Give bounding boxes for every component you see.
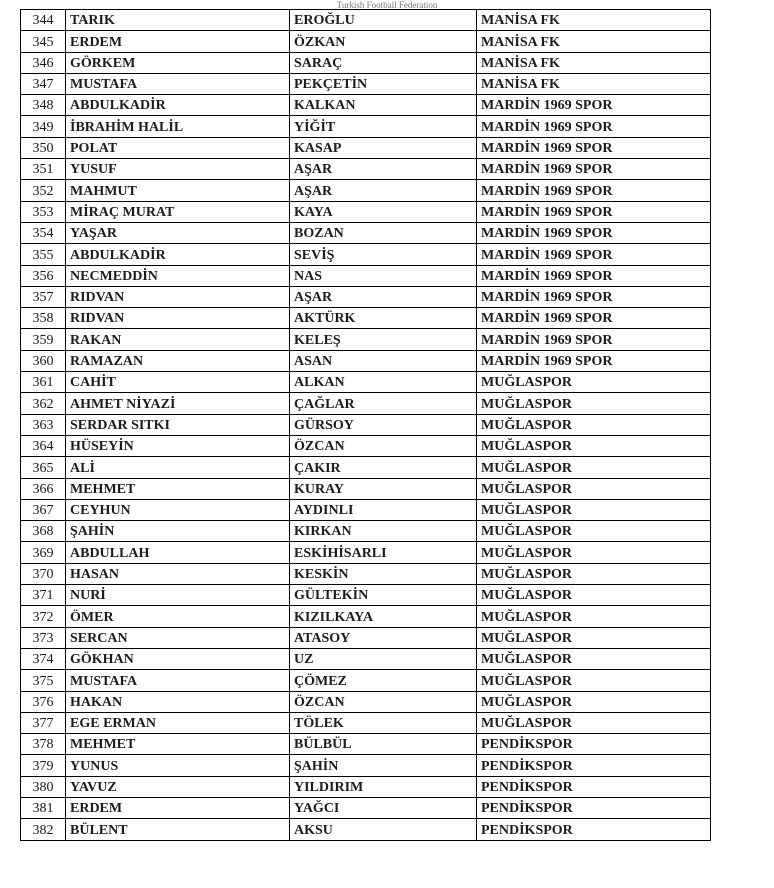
row-number-cell: 373 bbox=[21, 627, 66, 648]
club-cell: MUĞLASPOR bbox=[477, 499, 711, 520]
first-name-cell: ABDULKADİR bbox=[66, 244, 290, 265]
row-number-cell: 345 bbox=[21, 31, 66, 52]
table-row bbox=[21, 691, 711, 712]
first-name-cell: MİRAÇ MURAT bbox=[66, 201, 290, 222]
last-name-cell: KALKAN bbox=[290, 95, 477, 116]
club-cell: MUĞLASPOR bbox=[477, 670, 711, 691]
table-row bbox=[21, 648, 711, 669]
club-cell: MUĞLASPOR bbox=[477, 393, 711, 414]
last-name-cell: ÖZCAN bbox=[290, 691, 477, 712]
last-name-cell: ATASOY bbox=[290, 627, 477, 648]
club-cell: MARDİN 1969 SPOR bbox=[477, 308, 711, 329]
row-number-cell: 369 bbox=[21, 542, 66, 563]
last-name-cell: AŞAR bbox=[290, 180, 477, 201]
row-number-cell: 352 bbox=[21, 180, 66, 201]
row-number-cell: 374 bbox=[21, 648, 66, 669]
club-cell: MANİSA FK bbox=[477, 31, 711, 52]
last-name-cell: BÜLBÜL bbox=[290, 734, 477, 755]
last-name-cell: ÇAKIR bbox=[290, 457, 477, 478]
table-row bbox=[21, 244, 711, 265]
table-row bbox=[21, 95, 711, 116]
club-cell: MUĞLASPOR bbox=[477, 691, 711, 712]
last-name-cell: EROĞLU bbox=[290, 10, 477, 31]
table-row bbox=[21, 435, 711, 456]
first-name-cell: MUSTAFA bbox=[66, 73, 290, 94]
last-name-cell: ÖZKAN bbox=[290, 31, 477, 52]
club-cell: MUĞLASPOR bbox=[477, 606, 711, 627]
club-cell: MARDİN 1969 SPOR bbox=[477, 201, 711, 222]
first-name-cell: EGE ERMAN bbox=[66, 712, 290, 733]
last-name-cell: ÖZCAN bbox=[290, 435, 477, 456]
row-number-cell: 344 bbox=[21, 10, 66, 31]
first-name-cell: HASAN bbox=[66, 563, 290, 584]
table-row bbox=[21, 712, 711, 733]
row-number-cell: 359 bbox=[21, 329, 66, 350]
first-name-cell: SERCAN bbox=[66, 627, 290, 648]
table-row bbox=[21, 819, 711, 840]
last-name-cell: SEVİŞ bbox=[290, 244, 477, 265]
table-row bbox=[21, 10, 711, 31]
club-cell: MUĞLASPOR bbox=[477, 627, 711, 648]
last-name-cell: AŞAR bbox=[290, 159, 477, 180]
row-number-cell: 353 bbox=[21, 201, 66, 222]
row-number-cell: 375 bbox=[21, 670, 66, 691]
table-row bbox=[21, 755, 711, 776]
table-row bbox=[21, 393, 711, 414]
last-name-cell: KAYA bbox=[290, 201, 477, 222]
club-cell: MUĞLASPOR bbox=[477, 585, 711, 606]
table-row bbox=[21, 159, 711, 180]
first-name-cell: MAHMUT bbox=[66, 180, 290, 201]
club-cell: MANİSA FK bbox=[477, 73, 711, 94]
last-name-cell: SARAÇ bbox=[290, 52, 477, 73]
row-number-cell: 371 bbox=[21, 585, 66, 606]
club-cell: MUĞLASPOR bbox=[477, 542, 711, 563]
table-row bbox=[21, 180, 711, 201]
last-name-cell: TÖLEK bbox=[290, 712, 477, 733]
row-number-cell: 377 bbox=[21, 712, 66, 733]
table-row bbox=[21, 286, 711, 307]
table-row bbox=[21, 222, 711, 243]
last-name-cell: YİĞİT bbox=[290, 116, 477, 137]
roster-body bbox=[21, 10, 711, 841]
table-row bbox=[21, 734, 711, 755]
last-name-cell: AKSU bbox=[290, 819, 477, 840]
first-name-cell: MEHMET bbox=[66, 478, 290, 499]
first-name-cell: GÖKHAN bbox=[66, 648, 290, 669]
club-cell: MUĞLASPOR bbox=[477, 648, 711, 669]
club-cell: PENDİKSPOR bbox=[477, 734, 711, 755]
row-number-cell: 366 bbox=[21, 478, 66, 499]
last-name-cell: UZ bbox=[290, 648, 477, 669]
table-row bbox=[21, 31, 711, 52]
club-cell: MARDİN 1969 SPOR bbox=[477, 116, 711, 137]
row-number-cell: 381 bbox=[21, 797, 66, 818]
club-cell: MARDİN 1969 SPOR bbox=[477, 350, 711, 371]
last-name-cell: KESKİN bbox=[290, 563, 477, 584]
table-row bbox=[21, 627, 711, 648]
player-roster-table bbox=[20, 9, 711, 841]
row-number-cell: 358 bbox=[21, 308, 66, 329]
document-header: Turkish Football Federation bbox=[336, 0, 438, 10]
last-name-cell: BOZAN bbox=[290, 222, 477, 243]
row-number-cell: 372 bbox=[21, 606, 66, 627]
table-row bbox=[21, 350, 711, 371]
row-number-cell: 354 bbox=[21, 222, 66, 243]
row-number-cell: 368 bbox=[21, 521, 66, 542]
table-row bbox=[21, 265, 711, 286]
last-name-cell: KELEŞ bbox=[290, 329, 477, 350]
first-name-cell: MEHMET bbox=[66, 734, 290, 755]
club-cell: MUĞLASPOR bbox=[477, 478, 711, 499]
club-cell: MARDİN 1969 SPOR bbox=[477, 95, 711, 116]
first-name-cell: ABDULLAH bbox=[66, 542, 290, 563]
first-name-cell: RIDVAN bbox=[66, 286, 290, 307]
last-name-cell: ÇÖMEZ bbox=[290, 670, 477, 691]
row-number-cell: 347 bbox=[21, 73, 66, 94]
table-row bbox=[21, 414, 711, 435]
club-cell: MUĞLASPOR bbox=[477, 372, 711, 393]
row-number-cell: 356 bbox=[21, 265, 66, 286]
first-name-cell: RAMAZAN bbox=[66, 350, 290, 371]
row-number-cell: 367 bbox=[21, 499, 66, 520]
row-number-cell: 376 bbox=[21, 691, 66, 712]
club-cell: MUĞLASPOR bbox=[477, 414, 711, 435]
last-name-cell: KASAP bbox=[290, 137, 477, 158]
row-number-cell: 346 bbox=[21, 52, 66, 73]
first-name-cell: CAHİT bbox=[66, 372, 290, 393]
first-name-cell: RIDVAN bbox=[66, 308, 290, 329]
first-name-cell: MUSTAFA bbox=[66, 670, 290, 691]
club-cell: PENDİKSPOR bbox=[477, 797, 711, 818]
club-cell: MUĞLASPOR bbox=[477, 435, 711, 456]
club-cell: MARDİN 1969 SPOR bbox=[477, 159, 711, 180]
first-name-cell: AHMET NİYAZİ bbox=[66, 393, 290, 414]
club-cell: PENDİKSPOR bbox=[477, 819, 711, 840]
first-name-cell: YAŞAR bbox=[66, 222, 290, 243]
club-cell: PENDİKSPOR bbox=[477, 776, 711, 797]
first-name-cell: YAVUZ bbox=[66, 776, 290, 797]
first-name-cell: ERDEM bbox=[66, 31, 290, 52]
table-row bbox=[21, 585, 711, 606]
row-number-cell: 364 bbox=[21, 435, 66, 456]
first-name-cell: SERDAR SITKI bbox=[66, 414, 290, 435]
first-name-cell: NECMEDDİN bbox=[66, 265, 290, 286]
row-number-cell: 355 bbox=[21, 244, 66, 265]
last-name-cell: GÜRSOY bbox=[290, 414, 477, 435]
table-row bbox=[21, 499, 711, 520]
first-name-cell: NURİ bbox=[66, 585, 290, 606]
first-name-cell: TARIK bbox=[66, 10, 290, 31]
club-cell: MANİSA FK bbox=[477, 52, 711, 73]
club-cell: MUĞLASPOR bbox=[477, 712, 711, 733]
last-name-cell: ASAN bbox=[290, 350, 477, 371]
row-number-cell: 382 bbox=[21, 819, 66, 840]
club-cell: MUĞLASPOR bbox=[477, 521, 711, 542]
club-cell: PENDİKSPOR bbox=[477, 755, 711, 776]
first-name-cell: ABDULKADİR bbox=[66, 95, 290, 116]
table-row bbox=[21, 308, 711, 329]
club-cell: MARDİN 1969 SPOR bbox=[477, 222, 711, 243]
first-name-cell: ALİ bbox=[66, 457, 290, 478]
table-row bbox=[21, 52, 711, 73]
table-row bbox=[21, 606, 711, 627]
first-name-cell: RAKAN bbox=[66, 329, 290, 350]
table-row bbox=[21, 670, 711, 691]
row-number-cell: 362 bbox=[21, 393, 66, 414]
last-name-cell: AYDINLI bbox=[290, 499, 477, 520]
row-number-cell: 350 bbox=[21, 137, 66, 158]
first-name-cell: BÜLENT bbox=[66, 819, 290, 840]
club-cell: MARDİN 1969 SPOR bbox=[477, 286, 711, 307]
row-number-cell: 349 bbox=[21, 116, 66, 137]
club-cell: MUĞLASPOR bbox=[477, 457, 711, 478]
first-name-cell: CEYHUN bbox=[66, 499, 290, 520]
row-number-cell: 379 bbox=[21, 755, 66, 776]
row-number-cell: 365 bbox=[21, 457, 66, 478]
club-cell: MUĞLASPOR bbox=[477, 563, 711, 584]
club-cell: MARDİN 1969 SPOR bbox=[477, 329, 711, 350]
club-cell: MANİSA FK bbox=[477, 10, 711, 31]
row-number-cell: 361 bbox=[21, 372, 66, 393]
last-name-cell: KIZILKAYA bbox=[290, 606, 477, 627]
last-name-cell: KURAY bbox=[290, 478, 477, 499]
row-number-cell: 363 bbox=[21, 414, 66, 435]
first-name-cell: YUSUF bbox=[66, 159, 290, 180]
first-name-cell: HÜSEYİN bbox=[66, 435, 290, 456]
row-number-cell: 360 bbox=[21, 350, 66, 371]
table-row bbox=[21, 797, 711, 818]
last-name-cell: KIRKAN bbox=[290, 521, 477, 542]
first-name-cell: POLAT bbox=[66, 137, 290, 158]
club-cell: MARDİN 1969 SPOR bbox=[477, 137, 711, 158]
row-number-cell: 348 bbox=[21, 95, 66, 116]
table-row bbox=[21, 116, 711, 137]
first-name-cell: ERDEM bbox=[66, 797, 290, 818]
last-name-cell: YAĞCI bbox=[290, 797, 477, 818]
first-name-cell: YUNUS bbox=[66, 755, 290, 776]
row-number-cell: 380 bbox=[21, 776, 66, 797]
last-name-cell: PEKÇETİN bbox=[290, 73, 477, 94]
table-row bbox=[21, 73, 711, 94]
last-name-cell: GÜLTEKİN bbox=[290, 585, 477, 606]
last-name-cell: ÇAĞLAR bbox=[290, 393, 477, 414]
first-name-cell: ÖMER bbox=[66, 606, 290, 627]
table-row bbox=[21, 201, 711, 222]
last-name-cell: NAS bbox=[290, 265, 477, 286]
last-name-cell: AŞAR bbox=[290, 286, 477, 307]
table-row bbox=[21, 542, 711, 563]
club-cell: MARDİN 1969 SPOR bbox=[477, 265, 711, 286]
row-number-cell: 378 bbox=[21, 734, 66, 755]
row-number-cell: 357 bbox=[21, 286, 66, 307]
first-name-cell: İBRAHİM HALİL bbox=[66, 116, 290, 137]
first-name-cell: ŞAHİN bbox=[66, 521, 290, 542]
table-row bbox=[21, 137, 711, 158]
row-number-cell: 370 bbox=[21, 563, 66, 584]
table-row bbox=[21, 372, 711, 393]
club-cell: MARDİN 1969 SPOR bbox=[477, 180, 711, 201]
table-row bbox=[21, 563, 711, 584]
table-row bbox=[21, 776, 711, 797]
table-row bbox=[21, 329, 711, 350]
table-row bbox=[21, 457, 711, 478]
row-number-cell: 351 bbox=[21, 159, 66, 180]
last-name-cell: ALKAN bbox=[290, 372, 477, 393]
first-name-cell: GÖRKEM bbox=[66, 52, 290, 73]
last-name-cell: ŞAHİN bbox=[290, 755, 477, 776]
table-row bbox=[21, 521, 711, 542]
table-row bbox=[21, 478, 711, 499]
last-name-cell: AKTÜRK bbox=[290, 308, 477, 329]
club-cell: MARDİN 1969 SPOR bbox=[477, 244, 711, 265]
first-name-cell: HAKAN bbox=[66, 691, 290, 712]
last-name-cell: YILDIRIM bbox=[290, 776, 477, 797]
last-name-cell: ESKİHİSARLI bbox=[290, 542, 477, 563]
